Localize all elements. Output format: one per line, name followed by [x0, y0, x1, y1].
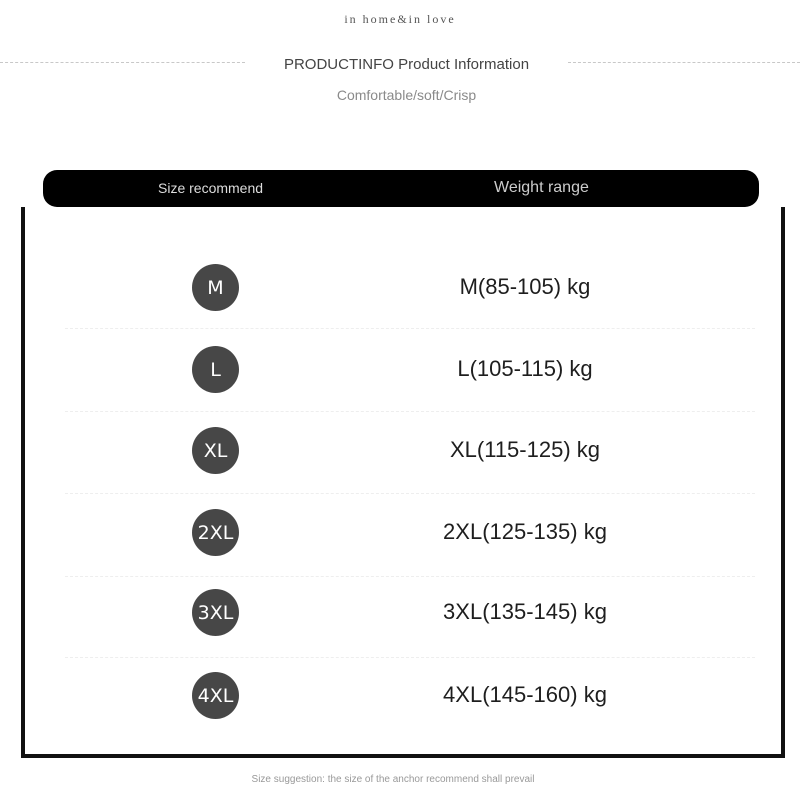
- size-row: [0, 589, 800, 649]
- weight-range-text: 2XL(125-135) kg: [443, 519, 607, 544]
- table-header-bar: [43, 170, 759, 207]
- weight-range-text: XL(115-125) kg: [449, 437, 600, 462]
- size-badge: XL: [192, 427, 239, 474]
- row-separator: [65, 328, 755, 329]
- weight-range-text: 3XL(135-145) kg: [443, 599, 607, 624]
- header-size-recommend: Size recommend: [158, 180, 264, 196]
- row-separator: [65, 657, 755, 658]
- weight-range-text: L(105-115) kg: [457, 356, 593, 381]
- size-row: [0, 346, 800, 406]
- size-badge: L: [192, 346, 239, 393]
- weight-range-text: 4XL(145-160) kg: [443, 682, 607, 707]
- size-row: [0, 264, 800, 324]
- row-separator: [65, 576, 755, 577]
- header-weight-range: Weight range: [494, 179, 589, 196]
- weight-range-text: M(85-105) kg: [459, 274, 591, 299]
- size-row: [0, 672, 800, 732]
- size-row: [0, 427, 800, 487]
- size-badge: 2XL: [192, 509, 239, 556]
- size-badge: M: [192, 264, 239, 311]
- size-badge: 4XL: [192, 672, 239, 719]
- brand-tagline: in home&in love: [344, 12, 456, 26]
- row-separator: [65, 411, 755, 412]
- row-separator: [65, 493, 755, 494]
- section-divider-right: [568, 62, 800, 63]
- section-subtitle: Comfortable/soft/Crisp: [336, 87, 477, 103]
- size-suggestion-note: Size suggestion: the size of the anchor recommend shall prevail: [251, 774, 535, 785]
- section-divider-left: [0, 62, 245, 63]
- size-badge: 3XL: [192, 589, 239, 636]
- size-row: [0, 509, 800, 569]
- section-title: PRODUCTINFO Product Information: [283, 56, 530, 73]
